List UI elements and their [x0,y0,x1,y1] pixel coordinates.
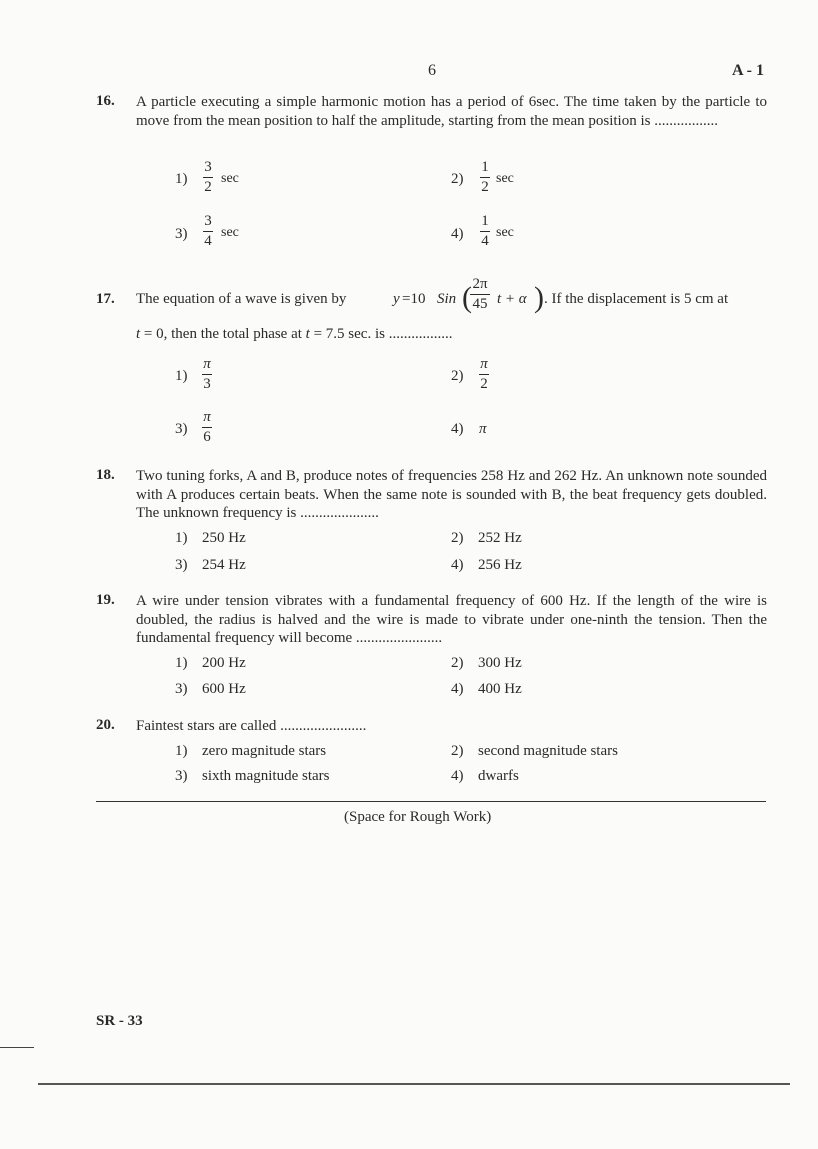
question-number: 18. [96,467,115,483]
numerator: 2π [472,276,488,292]
option-label: 2) [451,368,464,384]
option-unit: sec [221,225,239,240]
equation-variable-y: y [393,291,400,307]
denominator: 2 [481,179,489,195]
option-label: 4) [451,226,464,242]
equation-constant: =10 [402,291,426,307]
equation-tail: t + α [497,291,527,307]
question-text-after: . If the displacement is 5 cm at [544,291,729,307]
option-value: 400 Hz [478,681,522,697]
section-divider [96,801,766,802]
page-number: 6 [428,62,436,79]
option-label: 2) [451,530,464,546]
denominator: 3 [203,376,211,392]
denominator: 6 [203,429,211,445]
numerator: π [203,409,211,425]
option-fraction [479,356,489,393]
option-value: 300 Hz [478,655,522,671]
option-label: 4) [451,768,464,784]
option-fraction [480,213,490,250]
question-text: Two tuning forks, A and B, produce notes of frequencies 258 Hz and 262 Hz. An unknown note sounded with A produces certain beats. When the same note is sounded with B, the beat frequency gets doubled. The unknown frequency is ..................... [136,468,767,521]
option-label: 2) [451,171,464,187]
numerator: π [203,356,211,372]
option-label: 1) [175,743,188,759]
option-value: dwarfs [478,768,519,784]
option-label: 4) [451,557,464,573]
option-value: π [479,421,487,437]
fraction-bar [202,427,212,428]
equation-function: Sin [437,291,457,307]
denominator: 45 [472,296,488,312]
question-number: 20. [96,717,115,733]
paper-code: A - 1 [732,62,764,79]
question-text: Faintest stars are called ....................... [136,718,367,734]
option-value: sixth magnitude stars [202,768,330,784]
option-fraction [480,159,490,196]
option-label: 1) [175,530,188,546]
equation-fraction [470,276,490,313]
option-value: 256 Hz [478,557,522,573]
option-label: 1) [175,368,188,384]
fraction-bar [480,231,490,232]
option-unit: sec [221,171,239,186]
fraction-bar [203,231,213,232]
right-paren-icon: ) [534,281,544,314]
option-fraction [202,356,212,393]
option-value: 250 Hz [202,530,246,546]
question-number: 17. [96,291,115,307]
option-label: 1) [175,171,188,187]
denominator: 4 [204,233,212,249]
denominator: 2 [480,376,488,392]
option-fraction [203,213,213,250]
numerator: 3 [204,159,212,175]
fraction-bar [202,374,212,375]
option-label: 3) [175,226,188,242]
fraction-bar [203,177,213,178]
option-value: second magnitude stars [478,743,618,759]
numerator: 3 [204,213,212,229]
option-label: 1) [175,655,188,671]
option-unit: sec [496,225,514,240]
numerator: π [480,356,488,372]
fraction-bar [479,374,489,375]
question-number: 19. [96,592,115,608]
option-label: 4) [451,681,464,697]
option-fraction [202,409,212,446]
text-segment: = 7.5 sec. is ................. [313,326,453,342]
numerator: 1 [481,213,489,229]
option-unit: sec [496,171,514,186]
option-label: 3) [175,768,188,784]
variable-t: t [136,326,141,342]
text-segment: = 0, then the total phase at [143,326,302,342]
question-text: A particle executing a simple harmonic motion has a period of 6sec. The time taken by the particle to move from the mean position to half the amplitude, starting from the mean position is ................. [136,94,767,129]
denominator: 4 [481,233,489,249]
rough-work-label: (Space for Rough Work) [344,809,492,825]
question-text: A wire under tension vibrates with a fundamental frequency of 600 Hz. If the length of the wire is doubled, the radius is halved and the wire is made to vibrate under one-ninth the tension. Then the fundamental frequency will become ....................... [136,593,767,646]
question-number: 16. [96,93,115,109]
option-label: 2) [451,743,464,759]
option-fraction [203,159,213,196]
variable-t: t [305,326,310,342]
scan-margin-mark [0,1047,34,1048]
fraction-bar [480,177,490,178]
footer-code: SR - 33 [96,1013,143,1029]
denominator: 2 [204,179,212,195]
question-text-before: The equation of a wave is given by [136,291,347,307]
option-value: 600 Hz [202,681,246,697]
option-label: 2) [451,655,464,671]
fraction-bar [470,294,490,295]
option-value: 200 Hz [202,655,246,671]
option-label: 3) [175,557,188,573]
option-label: 3) [175,681,188,697]
option-value: 254 Hz [202,557,246,573]
numerator: 1 [481,159,489,175]
left-paren-icon: ( [462,281,472,314]
option-value: zero magnitude stars [202,743,327,759]
option-label: 3) [175,421,188,437]
question-text-line-2 [136,326,452,343]
option-value: 252 Hz [478,530,522,546]
option-label: 4) [451,421,464,437]
scan-bottom-edge [38,1083,790,1085]
